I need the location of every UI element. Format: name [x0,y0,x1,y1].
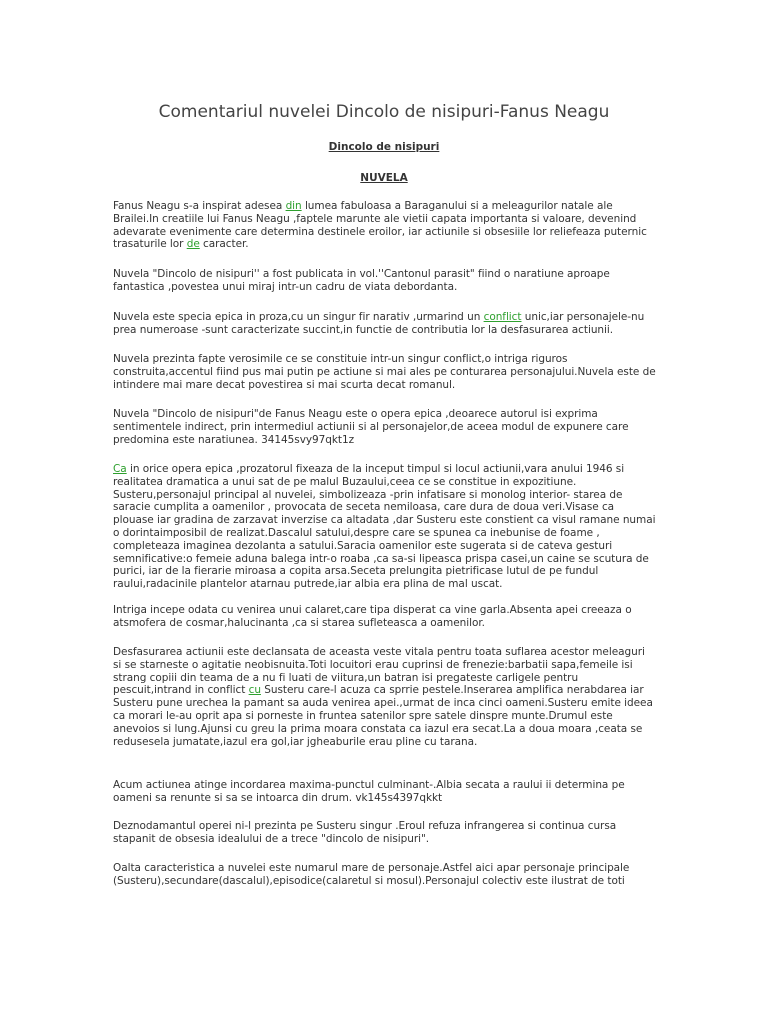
paragraph-text: in orice opera epica ,prozatorul fixeaza de la inceput timpul si locul actiunii,vara anului 1946 si realitatea dramatica a unui sat de pe malul Buzaului,ceea ce se constitue in expozitiune. Susteru,personajul principal al nuvelei, simbolizeaza -prin infatisare si monolog interior- starea de saracie cumplita a oamenilor , provocata de seceta nemiloasa, care dura de doua veri.Visase ca plouase iar gradina de zarzavat inverzise ca altadata ,dar Susteru este constient ca visul ramane numai o dorintaimposibil de realizat.Dascalul satului,despre care se spunea ca inebunise de foame , completeaza imaginea dezolanta a satului.Saracia oamenilor este sugerata si de cateva gesturi semnificative:o femeie aduna balega intr-o roaba ,ca sa-si lipeasca prispa casei,un caine se scutura de purici, iar de la fierarie miroasa a copita arsa.Seceta prelungita pietrificase lutul de pe fundul raului,radacinile plantelor atarnau putrede,iar albia era plina de mal uscat. [113,463,656,591]
paragraph-4: Nuvela prezinta fapte verosimile ce se constituie intr-un singur conflict,o intriga riguros construita,accentul fiind pus mai putin pe actiune si mai ales pe conturarea personajului.Nuvela este de intindere mai mare decat povestirea si mai scurta decat romanul. [113,353,656,391]
section-heading: NUVELA [360,172,408,184]
paragraph-3 [113,311,656,337]
link-ca[interactable]: Ca [113,463,127,475]
paragraph-text: lumea fabuloasa a Baraganului si a meleagurilor natale ale Brailei.In creatiile lui Fanus Neagu ,faptele marunte ale vietii capata importanta si valoare, devenind adevarate evenimente care determina destinele eroilor, iar actiunile si obsesiile lor reliefeaza puternic trasaturile lor [113,200,647,251]
paragraph-10: Deznodamantul operei ni-l prezinta pe Susteru singur .Eroul refuza infrangerea si continua cursa stapanit de obsesia idealului de a trece "dincolo de nisipuri". [113,820,617,845]
document-title: Comentariul nuvelei Dincolo de nisipuri-Fanus Neagu [158,102,610,122]
paragraph-11: Oalta caracteristica a nuvelei este numarul mare de personaje.Astfel aici apar personaje principale (Susteru),secundare(dascalul),episodice(calaretul si mosul).Personajul colectiv este ilustrat de toti [113,862,630,887]
paragraph-1 [113,200,656,251]
paragraph-text: unic,iar personajele-nu prea numeroase -sunt caracterizate succint,in functie de contributia lor la desfasurarea actiunii. [113,311,645,336]
link-conflict[interactable]: conflict [483,311,522,323]
paragraph-8 [113,646,656,748]
paragraph-7: Intriga incepe odata cu venirea unui calaret,care tipa disperat ca vine garla.Absenta apei creeaza o atsmofera de cosmar,halucinanta ,ca si starea sufleteasca a oamenilor. [113,604,632,629]
link-din[interactable]: din [285,200,302,212]
paragraph-text: Desfasurarea actiunii este declansata de aceasta veste vitala pentru toata suflarea acestor meleaguri si se starneste o agitatie neobisnuita.Toti locuitori erau cuprinsi de frenezie:barbatii sapa,femeile isi strang copiii din teama de a nu fi luati de viitura,un batran isi pregateste carligele pentru pescuit,intrand in conflict [113,646,645,697]
paragraph-6 [113,463,656,591]
paragraph-9: Acum actiunea atinge incordarea maxima-punctul culminant-.Albia secata a raului ii determina pe oameni sa renunte si sa se intoarca din drum. vk145s4397qkkt [113,779,625,804]
paragraph-text: Fanus Neagu s-a inspirat adesea [113,200,286,212]
paragraph-text: Nuvela este specia epica in proza,cu un singur fir narativ ,urmarind un [113,311,484,323]
paragraph-5: Nuvela "Dincolo de nisipuri"de Fanus Neagu este o opera epica ,deoarece autorul isi exprima sentimentele indirect, prin intermediul actiunii si al personajelor,de aceea modul de expunere care predomina este naratiunea. 34145svy97qkt1z [113,408,629,446]
link-de[interactable]: de [186,238,200,251]
document-subtitle: Dincolo de nisipuri [328,141,440,153]
paragraph-text: Susteru care-l acuza ca sprrie pestele.Inserarea amplifica nerabdarea iar Susteru pune urechea la pamant sa auda venirea apei.,urmat de inca cinci oameni.Susteru emite ideea ca morari le-au oprit apa si porneste in fruntea satenilor spre satele dinspre munte.Drumul este anevoios si lung.Ajunsi cu greu la prima moara constata ca iazul era secat.La a doua moara ,ceata se redusesela jumatate,iazul era gol,iar jgheaburile erau pline cu tarana. [113,684,653,748]
link-cu[interactable]: cu [248,684,261,697]
paragraph-2: Nuvela "Dincolo de nisipuri'' a fost publicata in vol.''Cantonul parasit" fiind o naratiune aproape fantastica ,povestea unui miraj intr-un cadru de viata debordanta. [113,268,610,293]
paragraph-text: caracter. [199,238,249,251]
